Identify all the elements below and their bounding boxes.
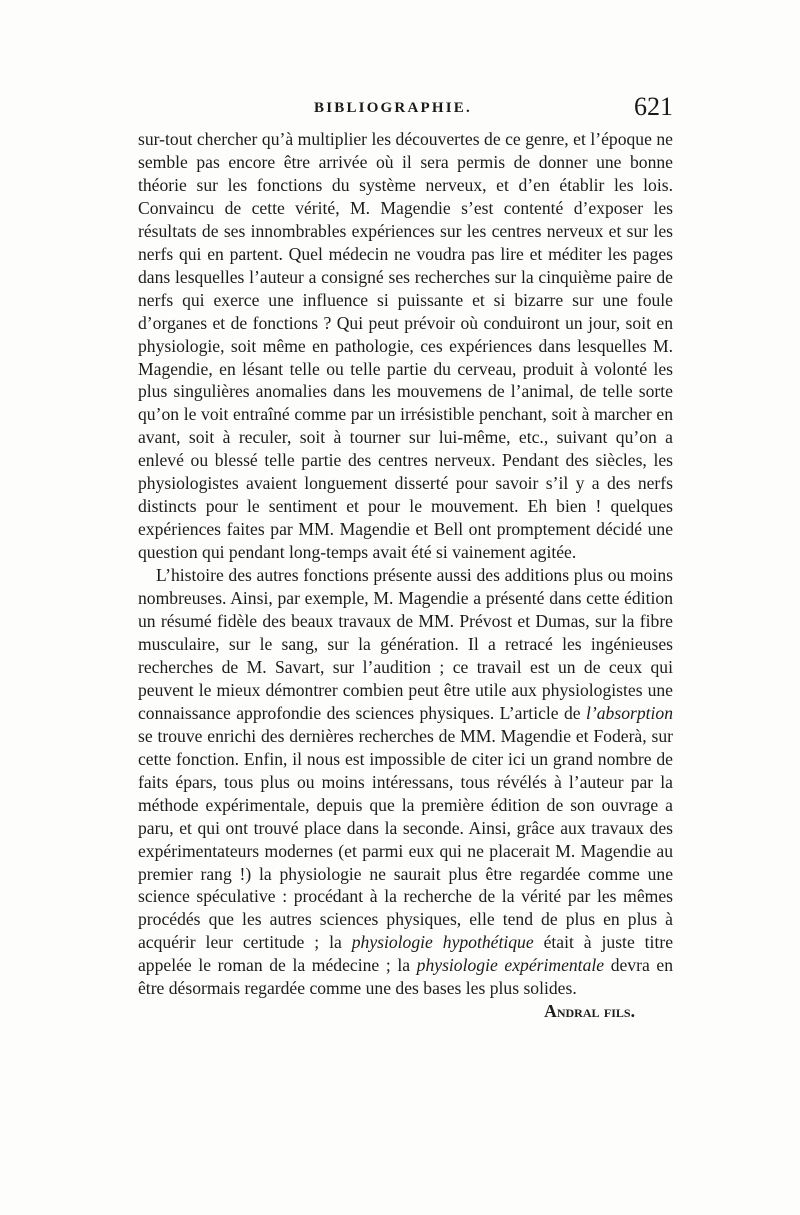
running-title: BIBLIOGRAPHIE. [314, 100, 472, 116]
page-header [138, 92, 673, 128]
page-number: 621 [634, 92, 673, 121]
paragraph-2-text-a: L’histoire des autres fonctions présente aussi des additions plus ou moins nombreuses. Ainsi, par exemple, M. Magendie a présenté dans cette édition un résumé fidèle des beaux travaux de MM. Prévost et Dumas, sur la fibre musculaire, sur le sang, sur la génération. Il a retracé les ingénieuses recherches de M. Savart, sur l’audition ; ce travail est un de ceux qui peuvent le mieux démontrer combien peut être utile aux physiologistes une connaissance approfondie des sciences physiques. L’article de [138, 565, 673, 723]
paragraph-2 [138, 564, 674, 1022]
author-signature: Andral fils. [544, 1001, 635, 1022]
paragraph-2-text-c: était à juste titre appelée le roman de la médecine ; la [138, 932, 674, 976]
body-text [138, 128, 673, 1023]
absorption-term: l’absorption [586, 702, 673, 723]
paragraph-2-text-b: se trouve enrichi des dernières recherches de MM. Magendie et Foderà, sur cette fonction. Enfin, il nous est impossible de citer ici un grand nombre de faits épars, tous plus ou moins intéressans, tous révélés à l’auteur par la méthode expérimentale, depuis que la première édition de son ouvrage a paru, et qui ont trouvé place dans la seconde. Ainsi, grâce aux travaux des expérimentateurs modernes (et parmi eux qui ne placerait M. Magendie au premier rang !) la physiologie ne saurait plus être regardée comme une science spéculative : procédant à la recherche de la vérité par les mêmes procédés que les autres sciences physiques, elle tend de plus en plus à acquérir leur certitude ; la [138, 725, 673, 953]
experimental-physiology-term: physiologie expérimentale [416, 955, 605, 976]
paragraph-1: sur-tout chercher qu’à multiplier les découvertes de ce genre, et l’époque ne semble pas encore être arrivée où il sera permis de donner une bonne théorie sur les fonctions du système nerveux, et d’en établir les lois. Convaincu de cette vérité, M. Magendie s’est contenté d’exposer les résultats de ses innombrables expériences sur les centres nerveux et sur les nerfs qui en partent. Quel médecin ne voudra pas lire et méditer les pages dans lesquelles l’auteur a consigné ses recherches sur la cinquième paire de nerfs qui exerce une influence si puissante et si bizarre sur une foule d’organes et de fonctions ? Qui peut prévoir où conduiront un jour, soit en physiologie, soit même en pathologie, ces expériences dans lesquelles M. Magendie, en lésant telle ou telle partie du cerveau, produit à volonté les plus singulières anomalies dans les mouvemens de l’animal, de telle sorte qu’on le voit entraîné comme par un irrésistible penchant, soit à marcher en avant, soit à reculer, soit à tourner sur lui-même, etc., suivant qu’on a enlevé ou blessé telle partie des centres nerveux. Pendant des siècles, les physiologistes avaient longuement disserté pour savoir s’il y a des nerfs distincts pour le sentiment et pour le mouvement. Eh bien ! quelques expériences faites par MM. Magendie et Bell ont promptement décidé une question qui pendant long-temps avait été si vainement agitée. [138, 129, 673, 563]
hypothetical-physiology-term: physiologie hypothétique [351, 932, 534, 953]
paragraph-2-text-d: devra en être désormais regardée comme une des bases les plus solides. [138, 955, 674, 999]
